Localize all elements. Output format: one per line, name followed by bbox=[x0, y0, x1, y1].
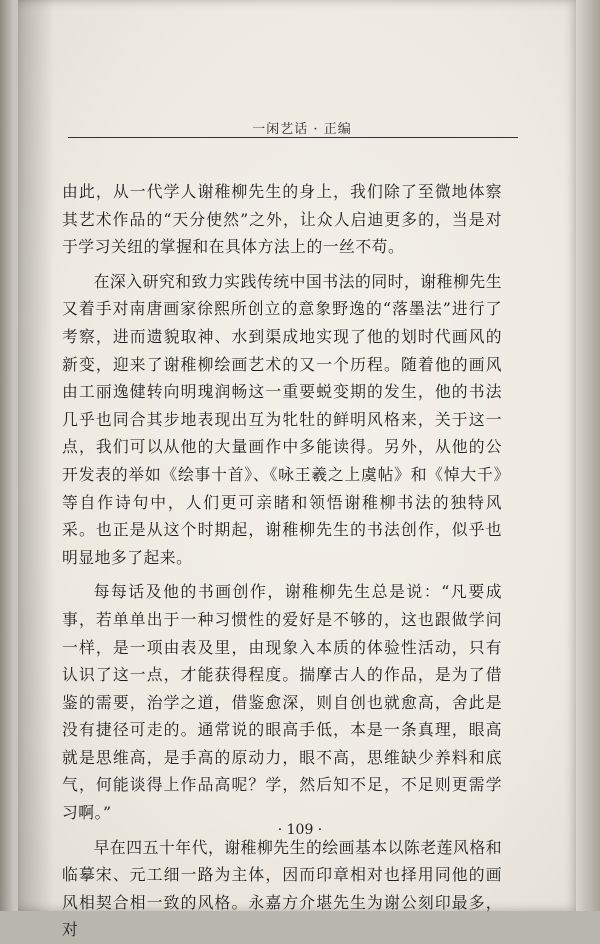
spine-shadow bbox=[18, 0, 54, 911]
paragraph-gap bbox=[62, 571, 502, 578]
page-edge bbox=[576, 0, 600, 911]
paragraph-4: 早在四五十年代，谢稚柳先生的绘画基本以陈老莲风格和临摹宋、元工细一路为主体，因而印章相对也择用同他的画风相契合相一致的风格。永嘉方介堪先生为谢公刻印最多，对 bbox=[62, 837, 502, 940]
paragraph-gap bbox=[62, 261, 502, 268]
paragraph-2: 在深入研究和致力实践传统中国书法的同时，谢稚柳先生又着手对南唐画家徐熙所创立的意象野逸的“落墨法”进行了考察，进而遗貌取神、水到渠成地实现了他的划时代画风的新变，迎来了谢稚柳绘画艺术的又一个历程。随着他的画风由工丽逸健转向明瑰润畅这一重要蜕变期的发生，他的书法几乎也同合其步地表现出互为牝牡的鲜明风格来，关于这一点，我们可以从他的大量画作中多能读得。另外，从他的公开发表的举如《绘事十首》、《咏王羲之上虞帖》和《悼大千》等自作诗句中，人们更可亲睹和领悟谢稚柳书法的独特风采。也正是从这个时期起，谢稚柳先生的书法创作，似乎也明显地多了起来。 bbox=[62, 271, 502, 567]
page-number: · 109 · bbox=[277, 822, 323, 838]
paragraph-1: 由此，从一代学人谢稚柳先生的身上，我们除了至微地体察其艺术作品的“天分使然”之外，让众人启迪更多的，当是对于学习关纽的掌握和在具体方法上的一丝不苟。 bbox=[62, 182, 502, 257]
paragraph-3: 每每话及他的书画创作，谢稚柳先生总是说：“凡要成事，若单单出于一种习惯性的爱好是不够的，这也跟做学问一样，是一项由表及里，由现象入本质的体验性活动，只有认识了这一点，才能获得程度。揣摩古人的作品，是为了借鉴的需要，治学之道，借鉴愈深，则自创也就愈高，舍此是没有捷径可走的。通常说的眼高手低，本是一条真理，眼高就是思维高，是手高的原动力，眼不高，思维缺少养料和底气，何能谈得上作品高呢？学，然后知不足，不足则更需学习啊。” bbox=[62, 582, 502, 823]
header-rule bbox=[68, 137, 518, 138]
running-head: 一闲艺话 · 正编 bbox=[252, 122, 352, 137]
